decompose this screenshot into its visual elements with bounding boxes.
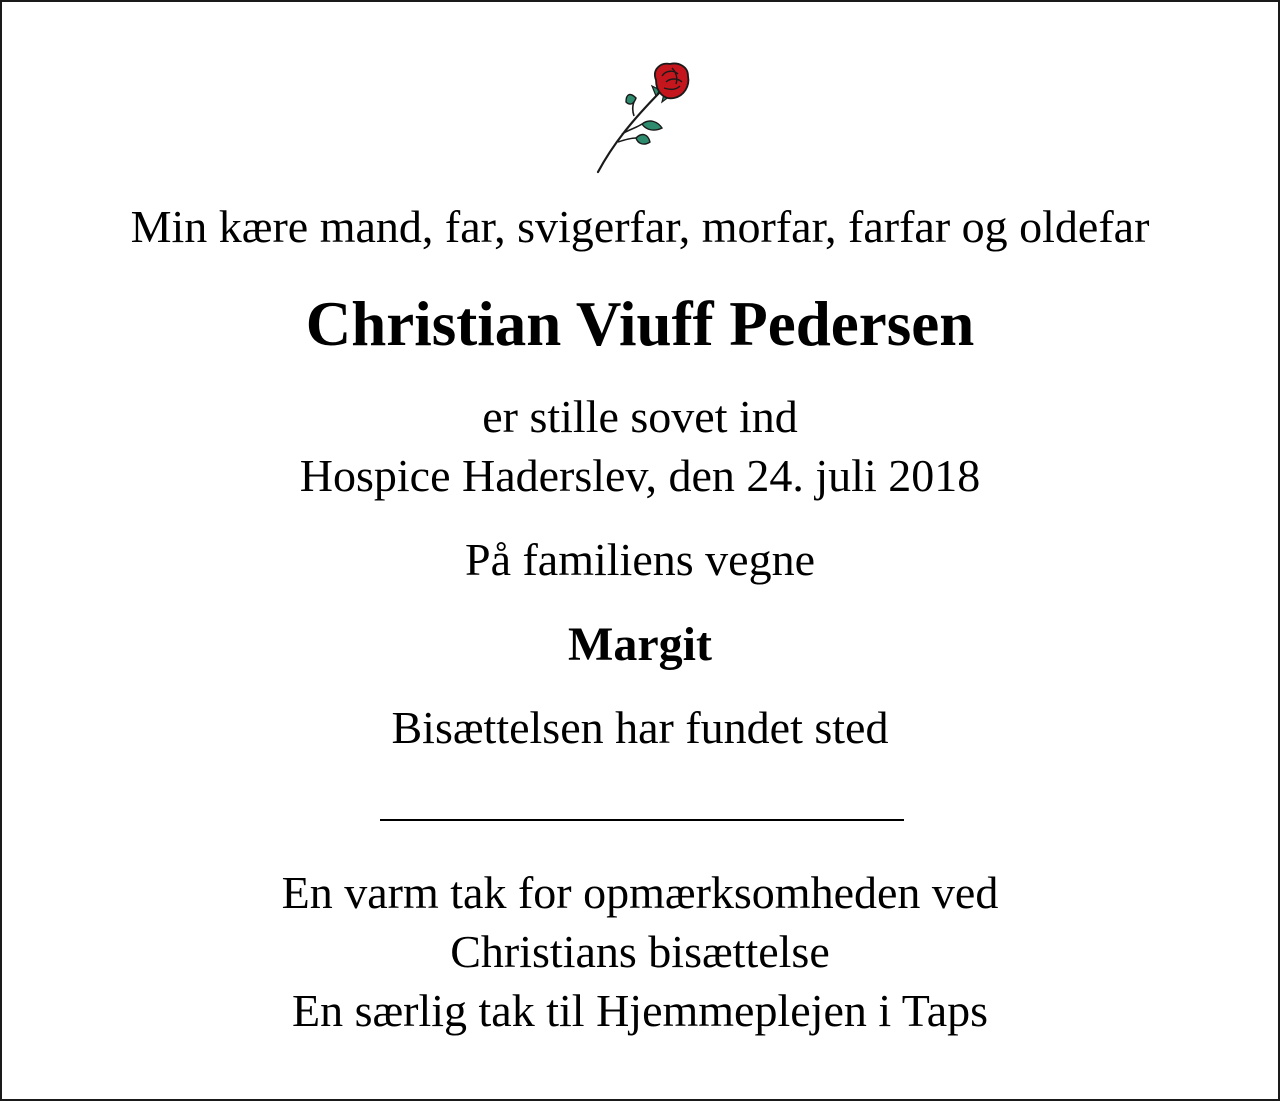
death-place-date: Hospice Haderslev, den 24. juli 2018 [299,450,981,501]
deceased-name: Christian Viuff Pedersen [305,289,975,359]
on-behalf-line: På familiens vegne [464,534,815,585]
intro-line: Min kære mand, far, svigerfar, morfar, farfar og oldefar [130,201,1150,252]
thanks-line-2: Christians bisættelse [450,926,830,977]
signer-name: Margit [568,618,712,671]
thanks-line-1: En varm tak for opmærksomheden ved [281,867,999,918]
thanks-line-3: En særlig tak til Hjemmeplejen i Taps [291,985,989,1036]
funeral-info: Bisættelsen har fundet sted [391,702,889,753]
death-statement: er stille sovet ind [482,391,798,442]
rose-icon [590,60,694,174]
divider [380,819,904,821]
